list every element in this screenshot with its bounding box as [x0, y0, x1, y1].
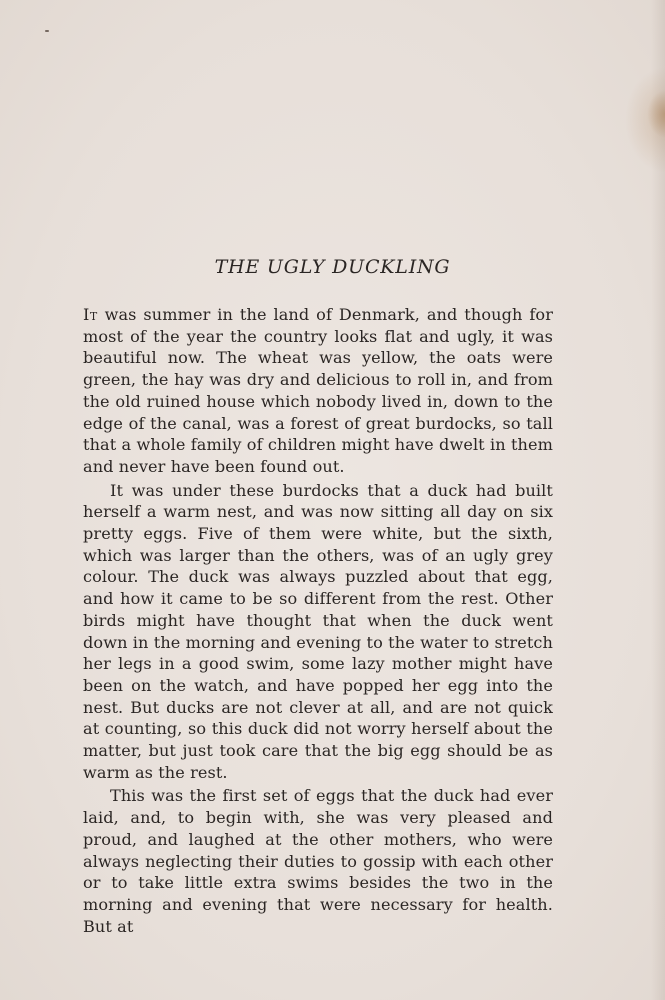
paragraph-3: This was the first set of eggs that the duck had ever laid, and, to begin with, she was very pleased and proud, and laughed at the other mothers, who were always neglecting their duties to gossip with each other or to take little extra swims besides the two in the morning and evening that were necessary for health. But at — [83, 786, 553, 936]
ink-speck — [45, 30, 49, 32]
page-edge-shadow — [651, 0, 665, 1000]
page-stain — [647, 90, 665, 138]
chapter-title: THE UGLY DUCKLING — [214, 256, 451, 278]
body-text — [83, 304, 553, 937]
paragraph-1 — [83, 304, 553, 478]
paragraph-1-text: was summer in the land of Denmark, and though for most of the year the country looks flat and ugly, it was beautiful now. The wheat was yellow, the oats were green, the hay was dry and delicious to roll in, and from the old ruined house which nobody lived in, down to the edge of the canal, was a forest of great burdocks, so tall that a whole family of children might have dwelt in them and never have been found out. — [83, 305, 553, 476]
paragraph-2: It was under these burdocks that a duck had built herself a warm nest, and was now sitting all day on six pretty eggs. Five of them were white, but the sixth, which was larger than the others, was of an ugly grey colour. The duck was always puzzled about that egg, and how it came to be so different from the rest. Other birds might have thought that when the duck went down in the morning and evening to the water to stretch her legs in a good swim, some lazy mother might have been on the watch, and have popped her egg into the nest. But ducks are not clever at all, and are not quick at counting, so this duck did not worry herself about the matter, but just took care that the big egg should be as warm as the rest. — [83, 480, 553, 782]
paragraph-lead-word: It — [83, 305, 98, 324]
